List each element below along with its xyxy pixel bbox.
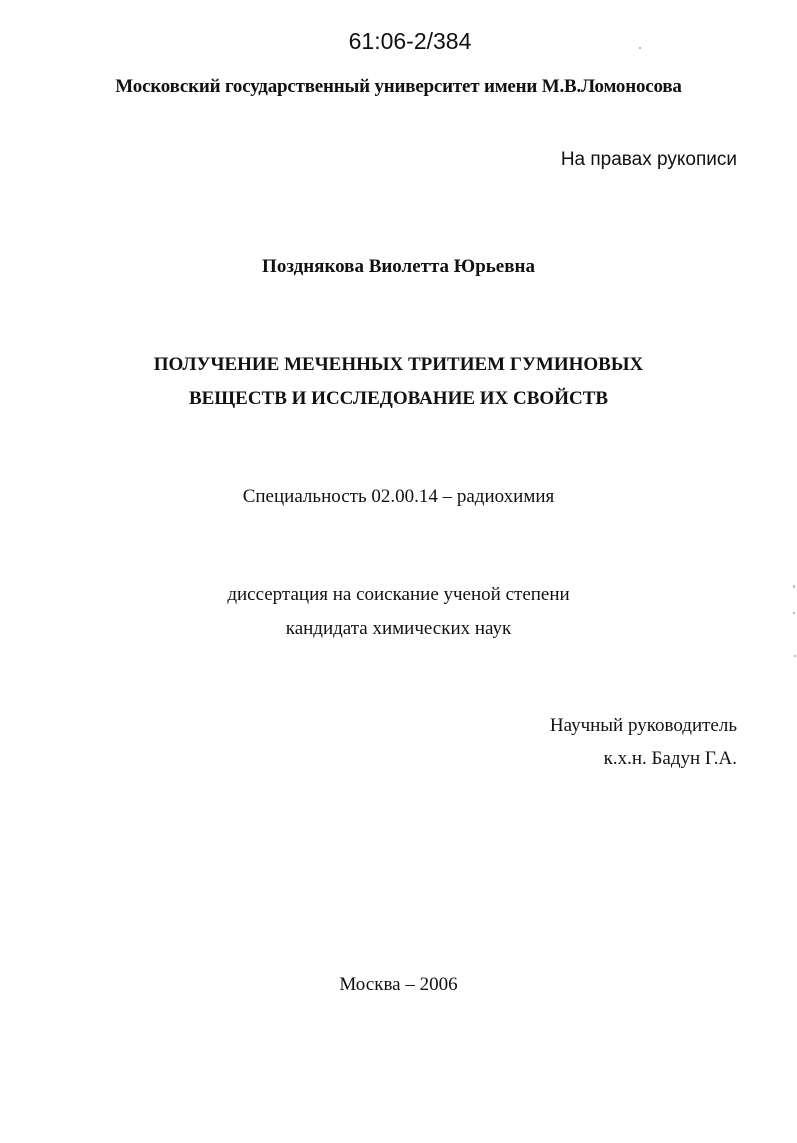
supervisor-label: Научный руководитель — [549, 715, 737, 736]
specialty: Специальность 02.00.14 – радиохимия — [242, 486, 555, 507]
scan-speck — [794, 655, 796, 657]
degree-line-2: кандидата химических наук — [285, 618, 512, 639]
author-name: Позднякова Виолетта Юрьевна — [262, 256, 535, 277]
manuscript-rights-note: На правах рукописи — [560, 149, 737, 170]
scan-speck — [793, 612, 795, 614]
thesis-title-line-1: ПОЛУЧЕНИЕ МЕЧЕННЫХ ТРИТИЕМ ГУМИНОВЫХ — [153, 354, 644, 375]
degree-line-1: диссертация на соискание ученой степени — [227, 584, 570, 605]
university-name: Московский государственный университет имени М.В.Ломоносова — [115, 76, 682, 97]
scan-speck — [793, 585, 795, 588]
supervisor-name: к.х.н. Бадун Г.А. — [603, 748, 737, 769]
city-year: Москва – 2006 — [339, 974, 458, 995]
catalog-number: 61:06-2/384 — [348, 28, 472, 54]
scan-speck — [639, 47, 641, 49]
thesis-title-line-2: ВЕЩЕСТВ И ИССЛЕДОВАНИЕ ИХ СВОЙСТВ — [188, 388, 609, 409]
